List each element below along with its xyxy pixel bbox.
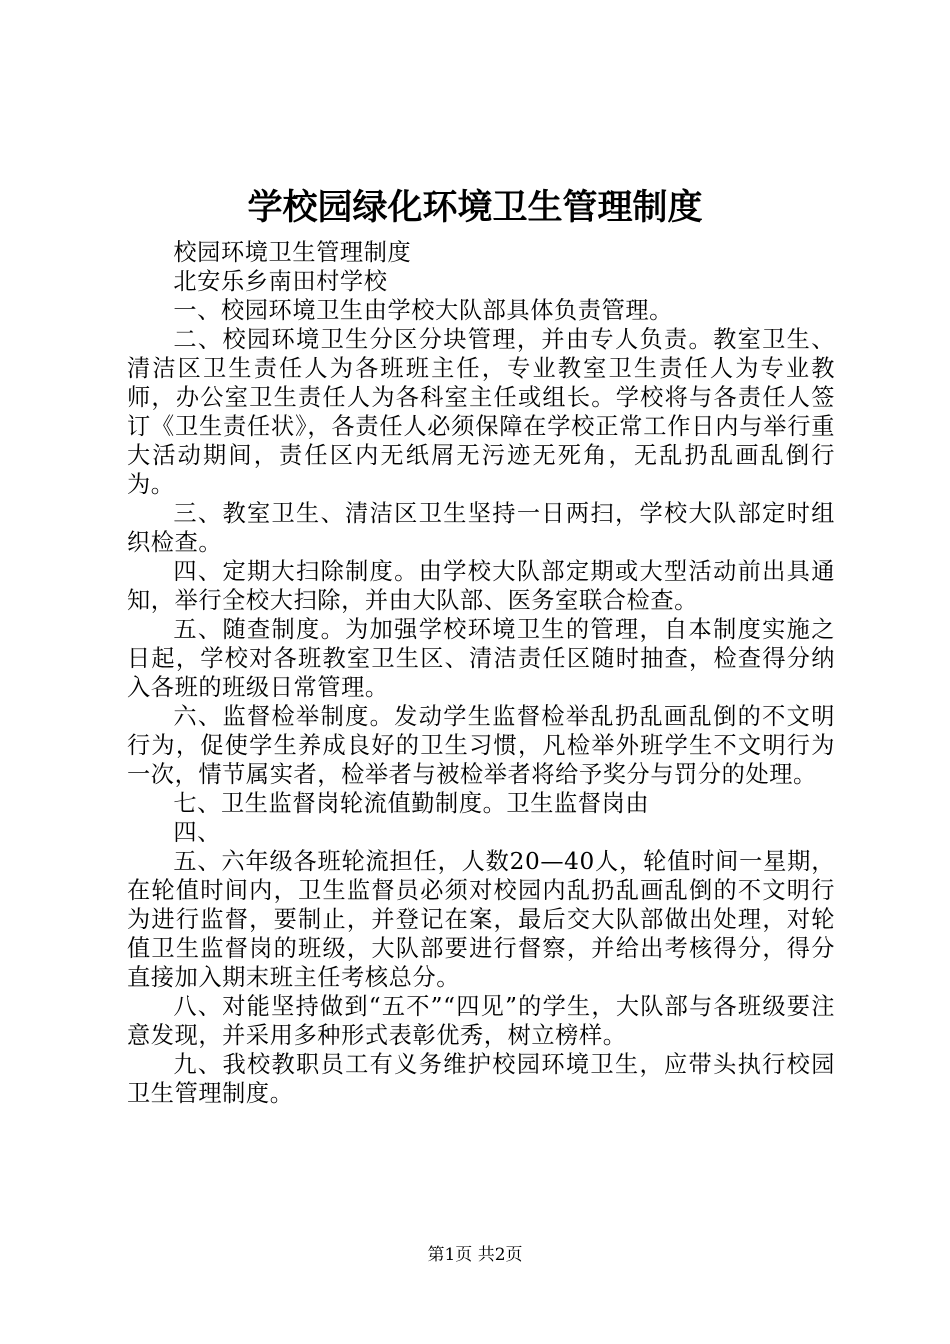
paragraph: 六、监督检举制度。发动学生监督检举乱扔乱画乱倒的不文明行为，促使学生养成良好的卫生习惯，凡检举外班学生不文明行为一次，情节属实者，检举者与被检举者将给予奖分与罚分的处理。 (127, 703, 835, 788)
document-title: 学校园绿化环境卫生管理制度 (247, 187, 703, 228)
page-number-footer: 第1页 共2页 (427, 1245, 523, 1265)
paragraph: 七、卫生监督岗轮流值勤制度。卫生监督岗由 (173, 790, 650, 817)
paragraph: 四、定期大扫除制度。由学校大队部定期或大型活动前出具通知，举行全校大扫除，并由大队部、医务室联合检查。 (127, 558, 835, 614)
paragraph: 一、校园环境卫生由学校大队部具体负责管理。 (173, 297, 673, 324)
document-body (127, 238, 835, 1108)
paragraph: 八、对能坚持做到“五不”“四见”的学生，大队部与各班级要注意发现，并采用多种形式表彰优秀，树立榜样。 (127, 993, 835, 1049)
paragraph: 校园环境卫生管理制度 (173, 239, 412, 266)
paragraph: 五、六年级各班轮流担任，人数20—40人，轮值时间一星期，在轮值时间内，卫生监督员必须对校园内乱扔乱画乱倒的不文明行为进行监督，要制止，并登记在案，最后交大队部做出处理，对轮值卫生监督岗的班级，大队部要进行督察，并给出考核得分，得分直接加入期末班主任考核总分。 (127, 848, 835, 991)
paragraph: 二、校园环境卫生分区分块管理，并由专人负责。教室卫生、清洁区卫生责任人为各班班主任，专业教室卫生责任人为专业教师，办公室卫生责任人为各科室主任或组长。学校将与各责任人签订《卫生责任状》，各责任人必须保障在学校正常工作日内与举行重大活动期间，责任区内无纸屑无污迹无死角，无乱扔乱画乱倒行为。 (127, 326, 835, 498)
paragraph: 三、教室卫生、清洁区卫生坚持一日两扫，学校大队部定时组织检查。 (127, 500, 835, 556)
paragraph: 五、随查制度。为加强学校环境卫生的管理，自本制度实施之日起，学校对各班教室卫生区、清洁责任区随时抽查，检查得分纳入各班的班级日常管理。 (127, 616, 835, 701)
paragraph: 四、 (173, 819, 221, 846)
paragraph: 九、我校教职员工有义务维护校园环境卫生，应带头执行校园卫生管理制度。 (127, 1051, 835, 1107)
paragraph: 北安乐乡南田村学校 (173, 268, 388, 295)
